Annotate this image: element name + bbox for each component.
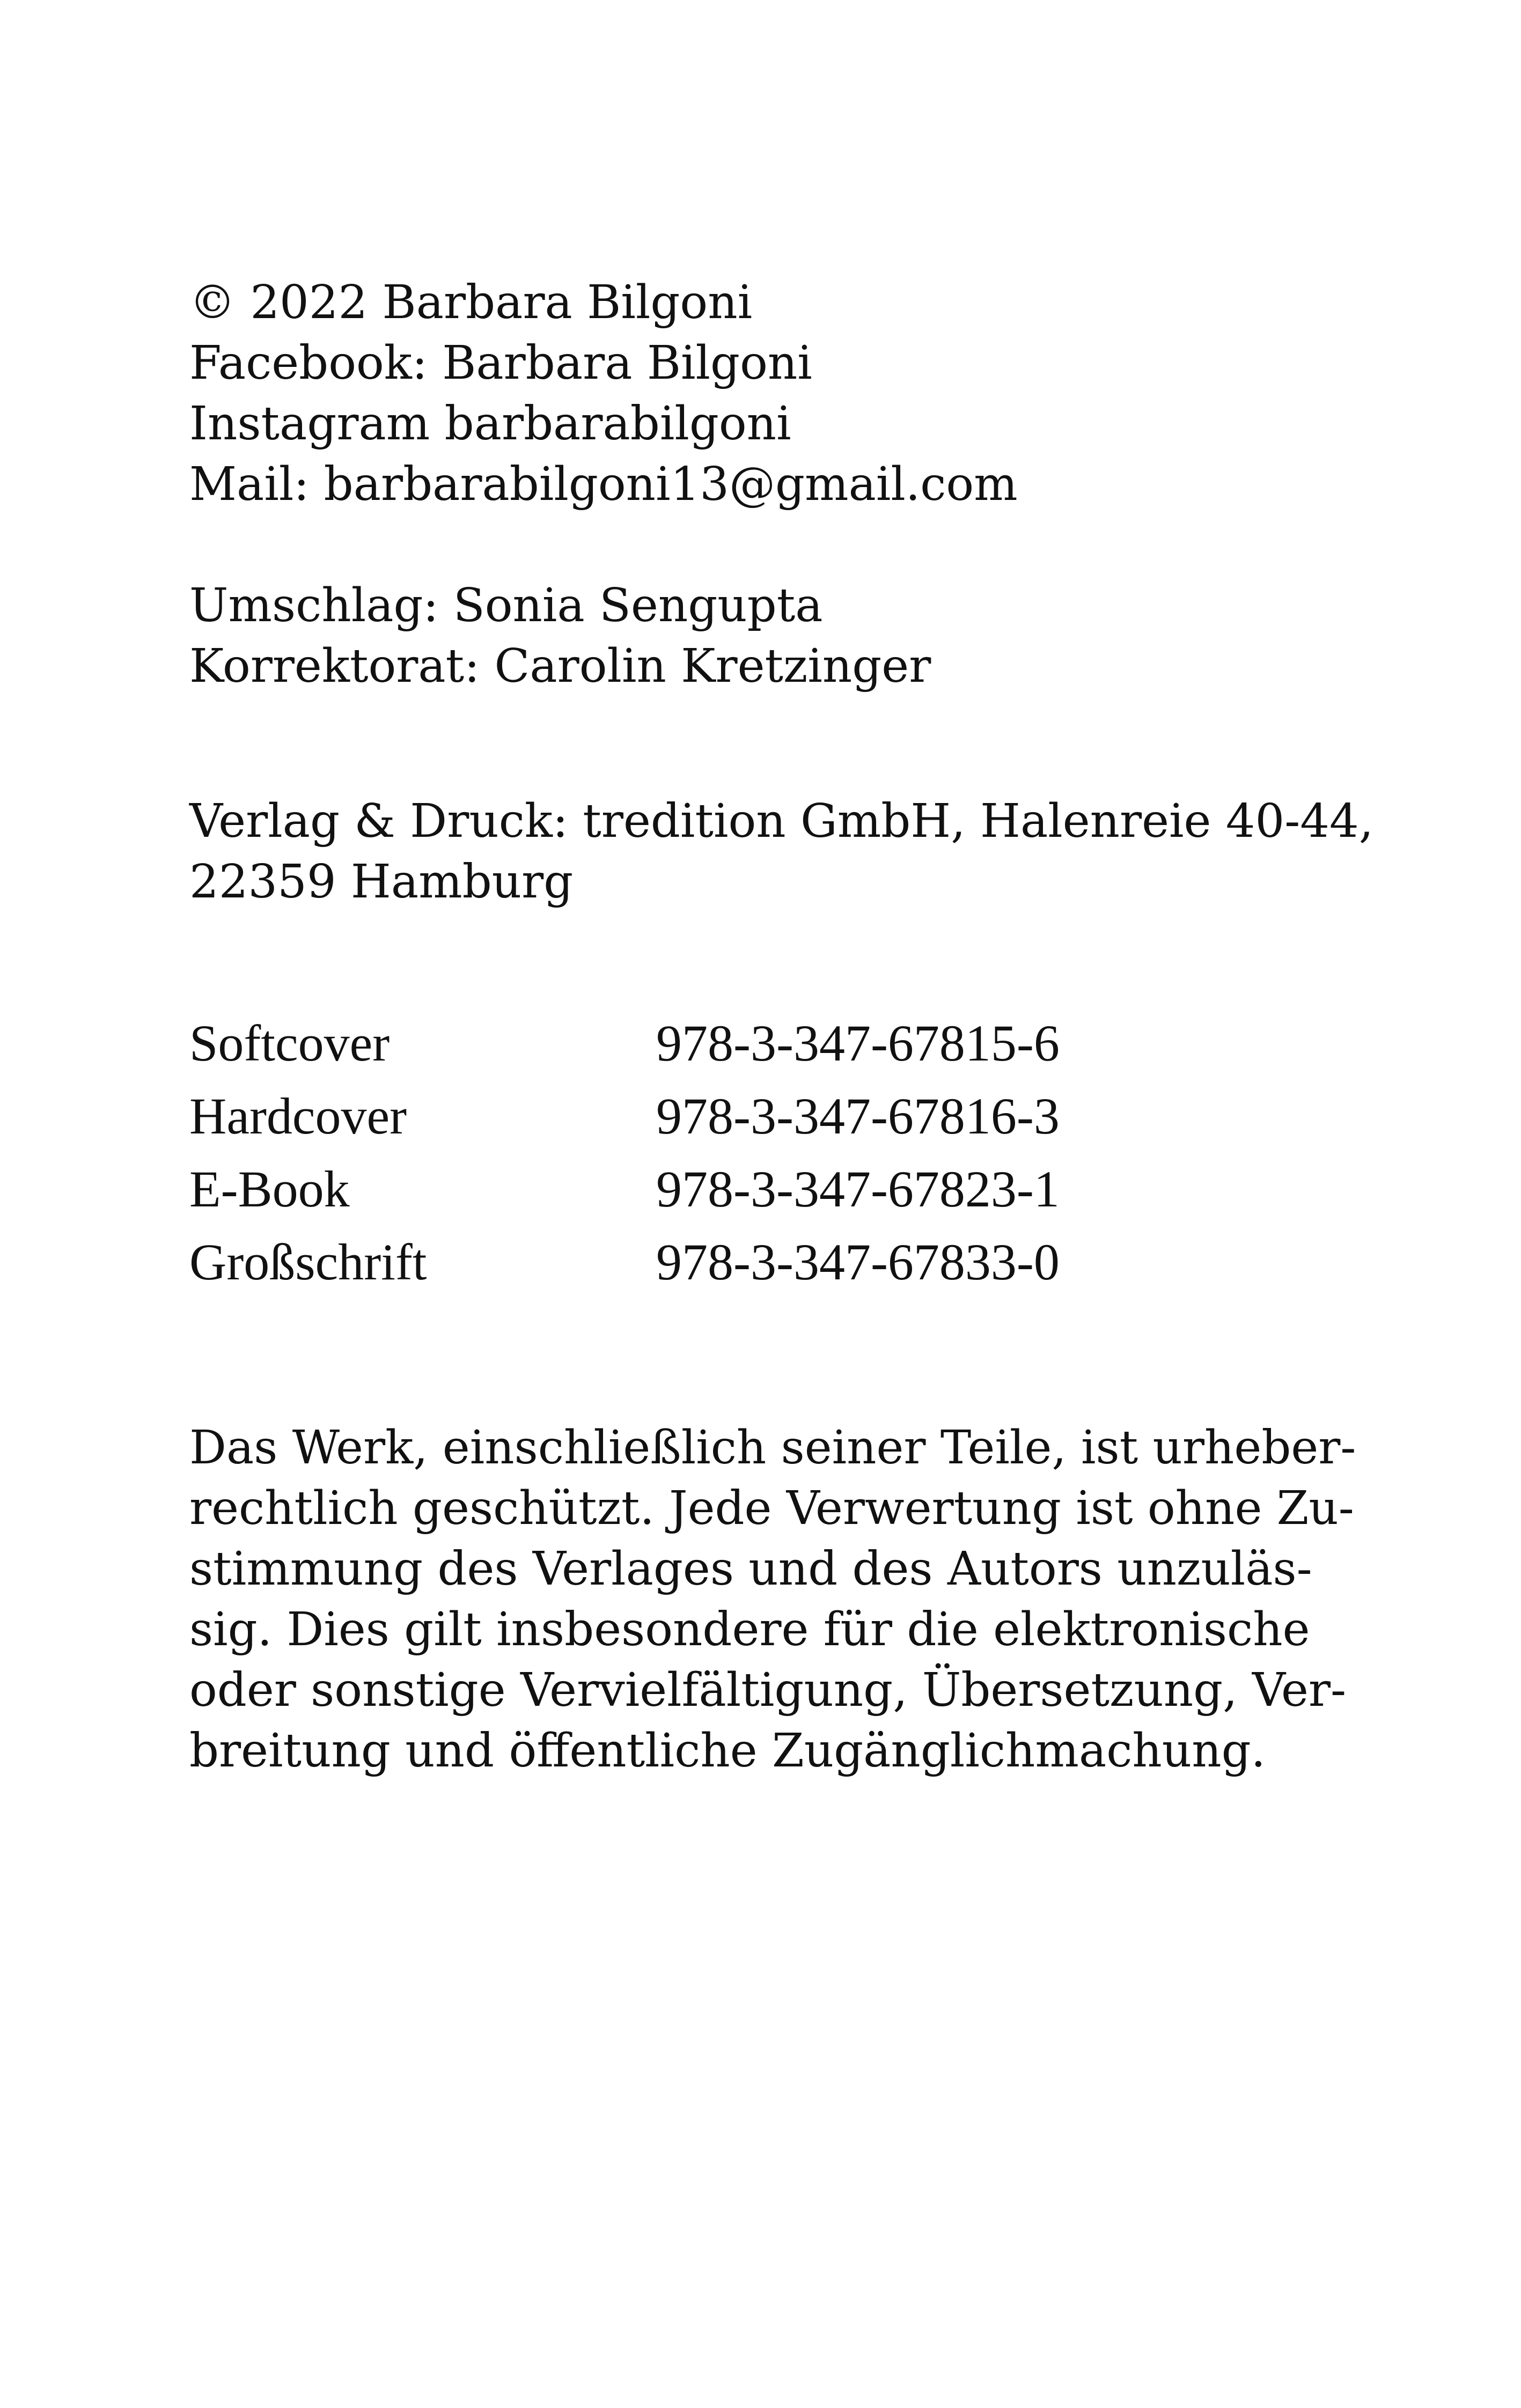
legal-line: breitung und öffentliche Zugänglichmachung. <box>189 1724 1266 1778</box>
isbn-label: E-Book <box>189 1160 350 1218</box>
facebook-line: Facebook: Barbara Bilgoni <box>189 336 812 390</box>
isbn-table <box>189 1007 1305 1299</box>
isbn-row-softcover <box>189 1007 1305 1080</box>
isbn-number: 978-3-347-67815-6 <box>656 1014 1060 1072</box>
proofreading-credit-line: Korrektorat: Carolin Kretzinger <box>189 639 931 693</box>
isbn-number: 978-3-347-67823-1 <box>656 1160 1060 1218</box>
isbn-label: Softcover <box>189 1014 390 1072</box>
legal-line: sig. Dies gilt insbesondere für die elektronische <box>189 1603 1310 1656</box>
isbn-number: 978-3-347-67816-3 <box>656 1087 1060 1145</box>
isbn-row-ebook <box>189 1153 1305 1226</box>
isbn-number: 978-3-347-67833-0 <box>656 1233 1060 1291</box>
isbn-label: Großschrift <box>189 1233 427 1291</box>
copyright-line: © 2022 Barbara Bilgoni <box>189 276 753 329</box>
legal-line: oder sonstige Vervielfältigung, Übersetzung, Ver- <box>189 1663 1347 1717</box>
cover-credit-line: Umschlag: Sonia Sengupta <box>189 579 823 632</box>
publisher-line-2: 22359 Hamburg <box>189 855 574 909</box>
isbn-label: Hardcover <box>189 1087 407 1145</box>
isbn-row-large-print <box>189 1226 1305 1299</box>
publisher-block <box>189 791 1374 912</box>
credits-block <box>189 576 1305 697</box>
isbn-row-hardcover <box>189 1080 1305 1153</box>
instagram-line: Instagram barbarabilgoni <box>189 397 791 451</box>
contact-block <box>189 273 1305 515</box>
legal-line: Das Werk, einschließlich seiner Teile, ist urheber- <box>189 1421 1356 1475</box>
imprint-page <box>189 273 1374 1781</box>
legal-line: stimmung des Verlages und des Autors unzuläs- <box>189 1542 1312 1596</box>
mail-line: Mail: barbarabilgoni13@gmail.com <box>189 458 1018 511</box>
legal-line: rechtlich geschützt. Jede Verwertung ist ohne Zu- <box>189 1482 1354 1535</box>
legal-notice <box>189 1418 1356 1781</box>
publisher-line-1: Verlag & Druck: tredition GmbH, Halenreie 40-44, <box>189 794 1374 848</box>
